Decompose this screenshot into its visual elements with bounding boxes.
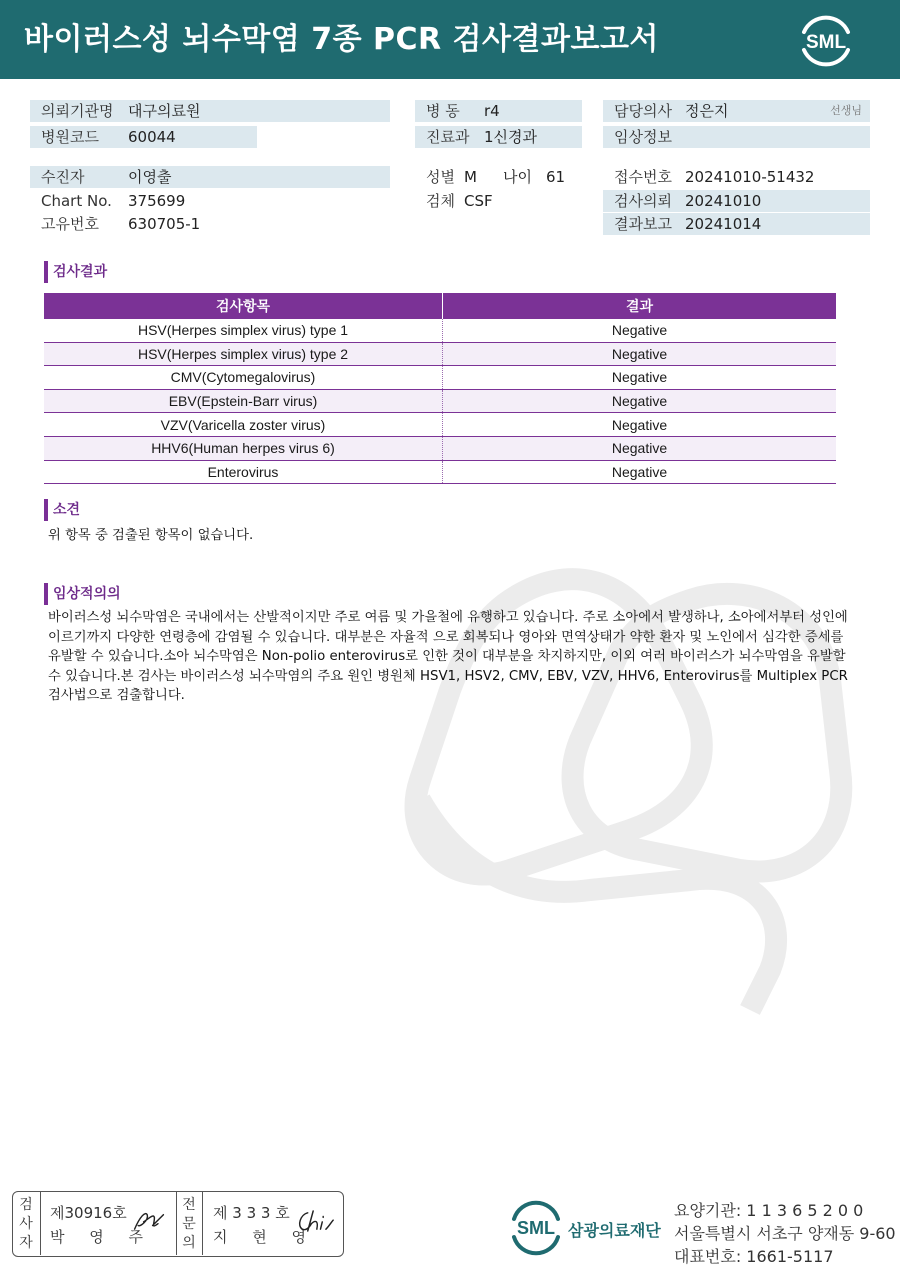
test-item: CMV(Cytomegalovirus) xyxy=(44,366,443,390)
test-result: Negative xyxy=(443,436,837,460)
divider xyxy=(176,1192,177,1255)
opinion-text: 위 항목 중 검출된 항목이 없습니다. xyxy=(48,528,254,543)
test-item: VZV(Varicella zoster virus) xyxy=(44,413,443,437)
specialist-signature xyxy=(295,1206,335,1236)
test-result: Negative xyxy=(443,413,837,437)
clinical-significance-text xyxy=(48,608,848,706)
table-row xyxy=(44,436,836,460)
test-result: Negative xyxy=(443,319,837,342)
chart-no-field: Chart No. 375699 xyxy=(41,192,186,210)
results-section-title: 검사결과 xyxy=(44,261,107,283)
divider xyxy=(202,1192,203,1255)
signature-box xyxy=(12,1191,344,1257)
tester-signature xyxy=(131,1206,167,1236)
phone-number: 대표번호: 1661-5117 xyxy=(674,1247,834,1266)
tester-name: 박 영 주 xyxy=(50,1228,154,1246)
column-header-item: 검사항목 xyxy=(44,293,443,319)
table-row xyxy=(44,366,836,390)
tester-license: 제30916호 xyxy=(50,1204,127,1222)
opinion-section-title: 소견 xyxy=(44,499,80,521)
unique-no-field: 고유번호 630705-1 xyxy=(41,215,201,233)
report-title: 바이러스성 뇌수막염 7종 PCR 검사결과보고서 xyxy=(24,22,659,57)
report-date-field: 결과보고 20241014 xyxy=(603,213,870,235)
svg-text:SML: SML xyxy=(517,1218,555,1238)
sml-foundation-logo-icon xyxy=(506,1197,566,1257)
test-result: Negative xyxy=(443,389,837,413)
ward-field: 병 동 r4 xyxy=(415,100,582,122)
text-line: 검사법으로 검출합니다. xyxy=(48,688,185,703)
text-line: 유발할 수 있습니다.소아 뇌수막염은 Non-polio enterovirus로 인한 것이 대부분을 차지하지만, 이외 여러 바이러스가 뇌수막염을 유발할 xyxy=(48,649,846,664)
institution-code: 요양기관: 1 1 3 6 5 2 0 0 xyxy=(674,1201,864,1220)
specialist-name: 지 현 영 xyxy=(213,1228,317,1246)
tester-label: 검 사 자 xyxy=(19,1197,33,1251)
divider xyxy=(40,1192,41,1255)
clinical-significance-title: 임상적의의 xyxy=(44,583,121,605)
test-item: Enterovirus xyxy=(44,460,443,484)
table-row xyxy=(44,319,836,342)
specimen-field: 검체 CSF xyxy=(426,192,493,210)
sml-logo-icon xyxy=(794,10,858,70)
results-header-row xyxy=(44,293,836,319)
svg-text:SML: SML xyxy=(805,32,847,53)
table-row xyxy=(44,342,836,366)
specialist-license: 제 3 3 3 호 xyxy=(213,1204,290,1222)
sex-age-field: 성별 M 나이 61 xyxy=(426,168,566,186)
report-header xyxy=(0,0,900,79)
test-item: HSV(Herpes simplex virus) type 1 xyxy=(44,319,443,342)
department-field: 진료과 1신경과 xyxy=(415,126,582,148)
request-date-field: 검사의뢰 20241010 xyxy=(603,190,870,212)
table-row xyxy=(44,413,836,437)
receipt-no-field: 접수번호 20241010-51432 xyxy=(614,168,815,186)
test-item: HHV6(Human herpes virus 6) xyxy=(44,436,443,460)
test-result: Negative xyxy=(443,366,837,390)
test-result: Negative xyxy=(443,460,837,484)
column-header-result: 결과 xyxy=(443,293,837,319)
foundation-name: 삼광의료재단 xyxy=(568,1221,661,1240)
table-row xyxy=(44,389,836,413)
institution-field: 의뢰기관명 대구의료원 xyxy=(30,100,390,122)
specialist-label: 전 문 의 xyxy=(182,1197,196,1251)
address: 서울특별시 서초구 양재동 9-60 xyxy=(674,1224,896,1243)
test-result: Negative xyxy=(443,342,837,366)
text-line: 수 있습니다.본 검사는 바이러스성 뇌수막염의 주요 원인 병원체 HSV1, HSV2, CMV, EBV, VZV, HHV6, Enterovirus를 Multiplex PCR xyxy=(48,668,848,684)
test-item: HSV(Herpes simplex virus) type 2 xyxy=(44,342,443,366)
text-line: 바이러스성 뇌수막염은 국내에서는 산발적이지만 주로 여름 및 가을철에 유행하고 있습니다. 주로 소아에서 발생하나, 소아에서부터 성인에 xyxy=(48,610,848,625)
doctor-field: 담당의사 정은지 선생님 xyxy=(603,100,870,122)
hospital-code-field: 병원코드 60044 xyxy=(30,126,257,148)
table-row xyxy=(44,460,836,484)
test-item: EBV(Epstein-Barr virus) xyxy=(44,389,443,413)
text-line: 이르기까지 다양한 연령층에 감염될 수 있습니다. 대부분은 자율적 으로 회복되나 영아와 면역상태가 약한 환자 및 노인에서 심각한 증세를 xyxy=(48,629,844,645)
results-table xyxy=(44,293,836,484)
clinical-info-field: 임상정보 xyxy=(603,126,870,148)
patient-field: 수진자 이영출 xyxy=(30,166,390,188)
